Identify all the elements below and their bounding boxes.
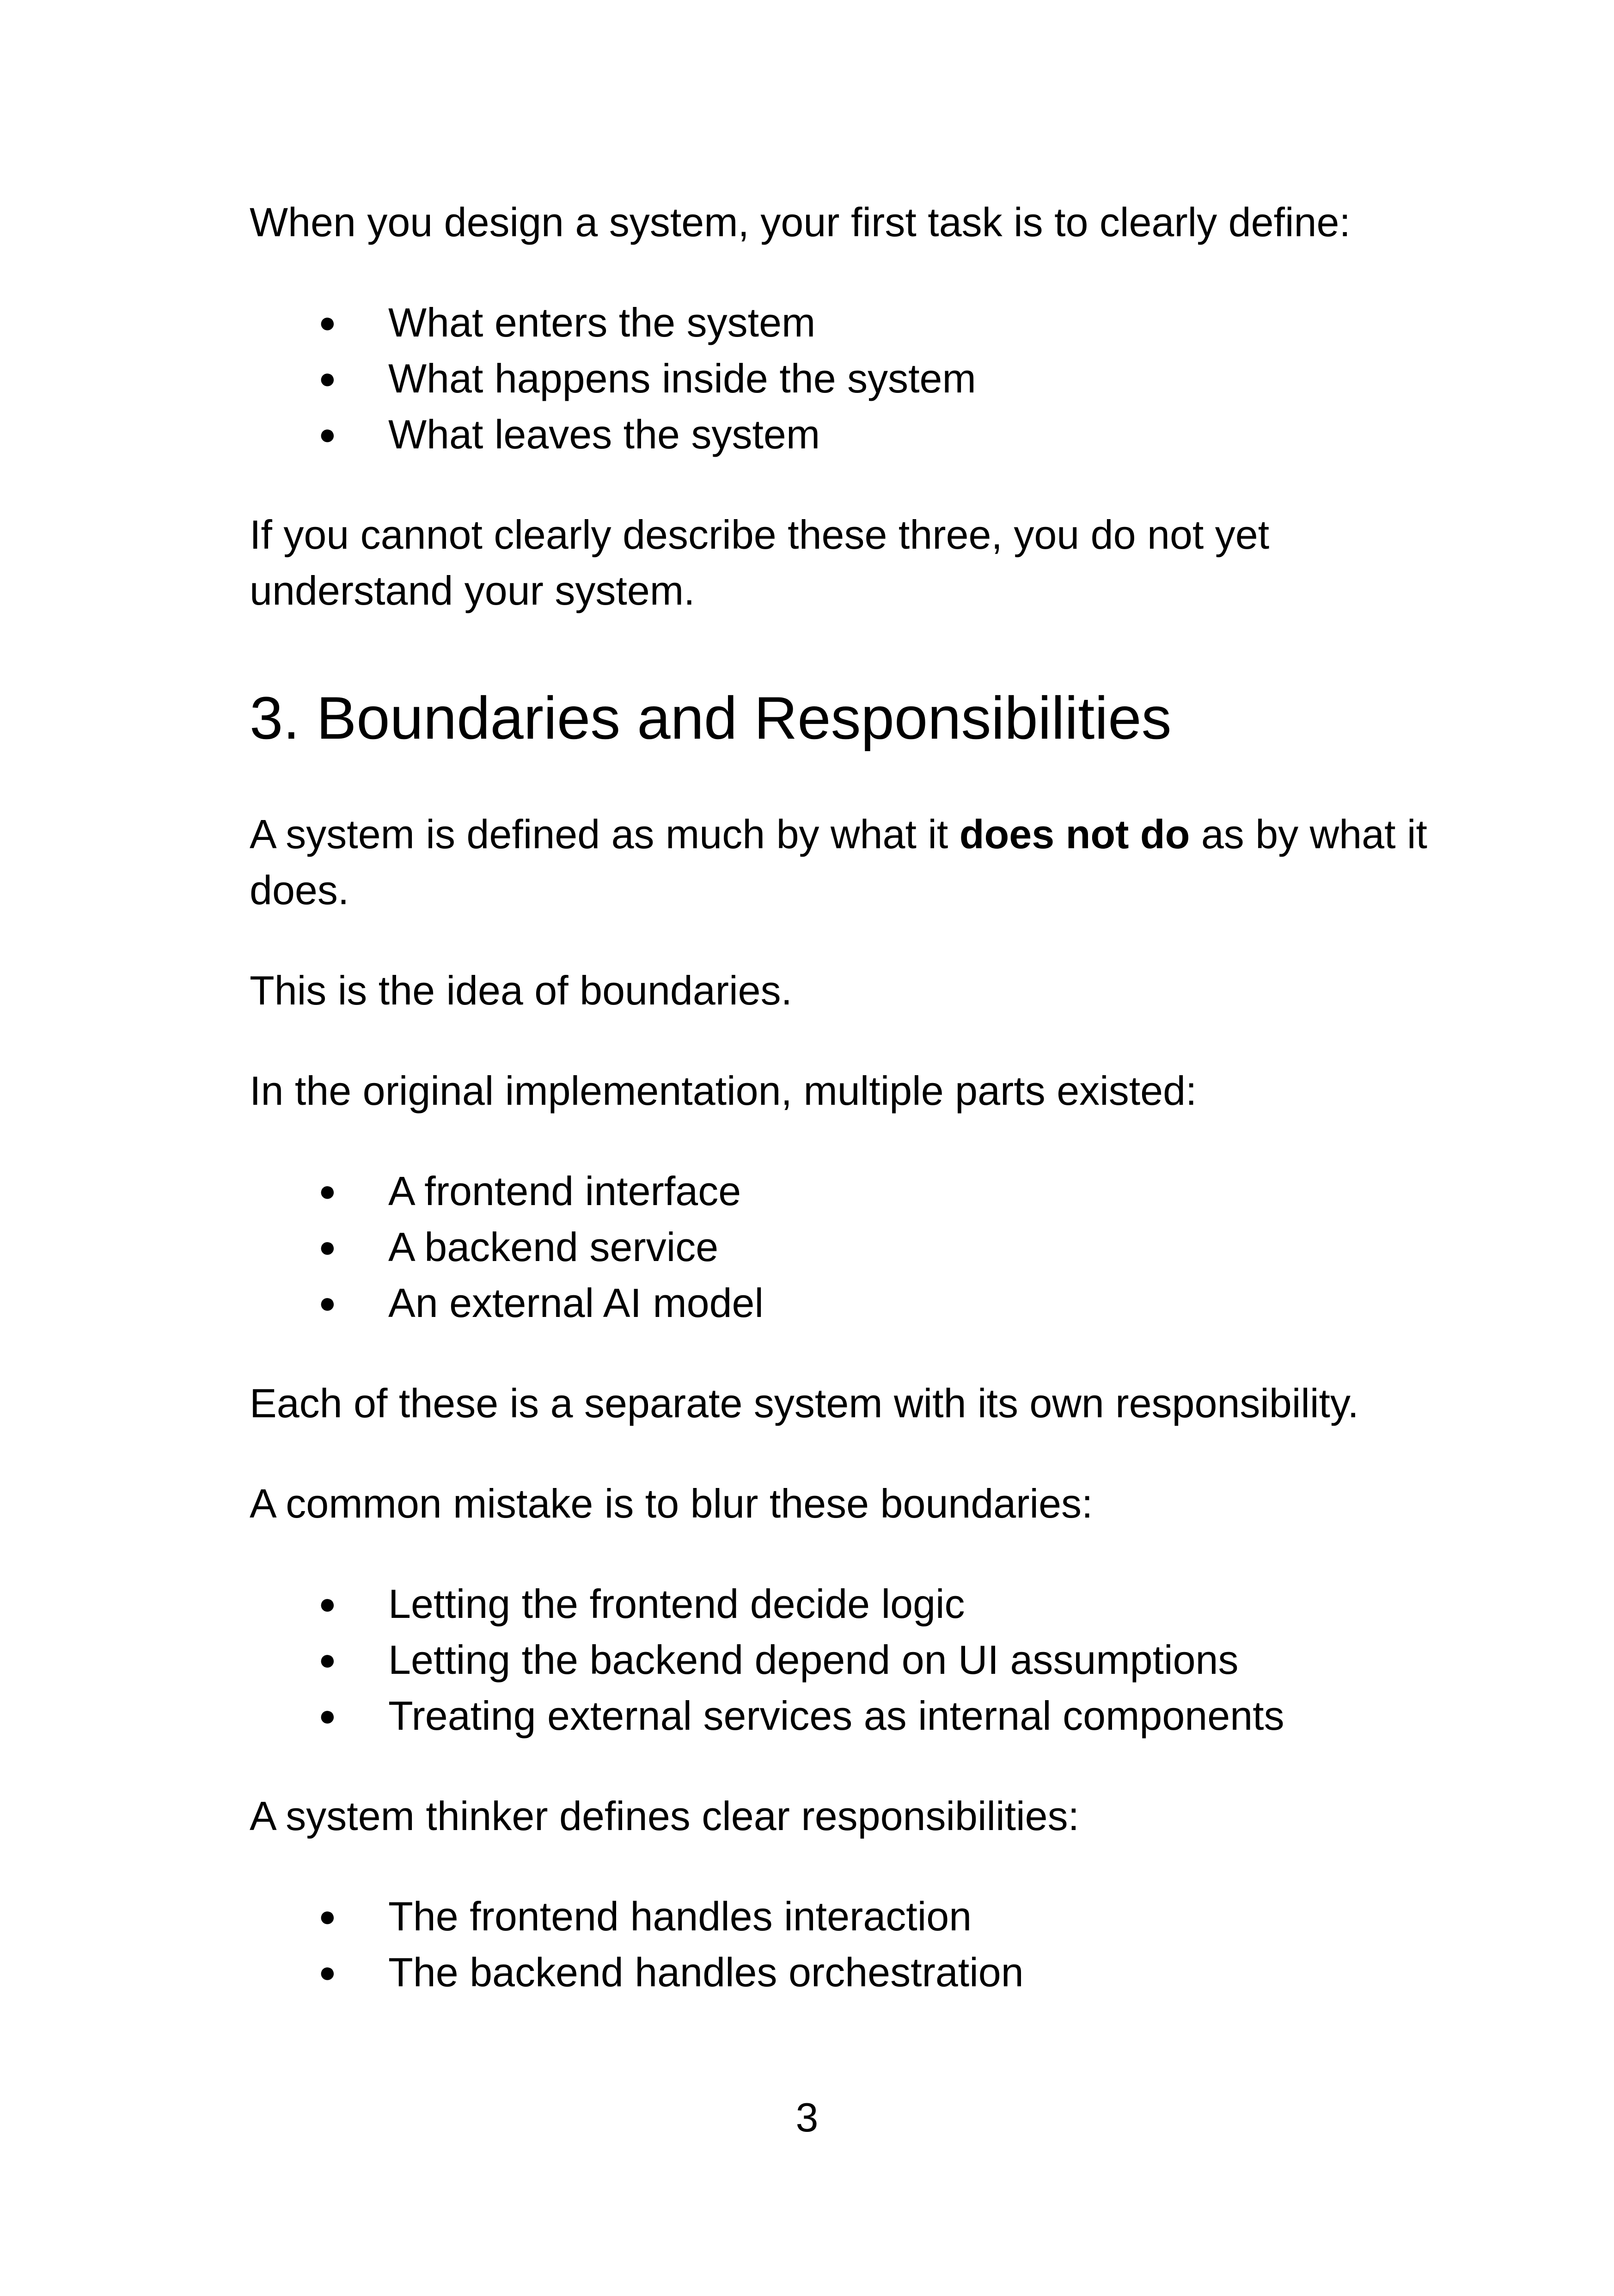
responsibilities-paragraph: A system thinker defines clear responsibilities:: [250, 1793, 1080, 1839]
implementation-paragraph: In the original implementation, multiple parts existed:: [250, 1068, 1197, 1114]
list-item: ● What enters the system: [388, 294, 1433, 350]
bullet-icon: ●: [318, 1286, 336, 1319]
parts-list: [250, 1163, 1433, 1331]
list-item: ● A backend service: [388, 1219, 1433, 1275]
list-item: ● Letting the frontend decide logic: [388, 1576, 1433, 1632]
emphasis-text: does not do: [959, 811, 1190, 857]
responsibilities-list: [250, 1888, 1433, 2000]
list-item: ● A frontend interface: [388, 1163, 1433, 1219]
page-content: [250, 194, 1433, 2045]
mistakes-list: [250, 1576, 1433, 1744]
list-item: ● The frontend handles interaction: [388, 1888, 1433, 1944]
page-number: 3: [795, 2094, 819, 2140]
bullet-icon: ●: [318, 417, 336, 451]
bullet-icon: ●: [318, 1699, 336, 1732]
boundaries-idea-paragraph: This is the idea of boundaries.: [250, 967, 793, 1013]
bullet-icon: ●: [318, 1955, 336, 1989]
section-heading: 3. Boundaries and Responsibilities: [250, 684, 1172, 752]
bullet-icon: ●: [318, 1587, 336, 1620]
common-mistake-paragraph: A common mistake is to blur these boundaries:: [250, 1481, 1093, 1526]
bullet-icon: ●: [318, 1174, 336, 1207]
list-item: ● An external AI model: [388, 1275, 1433, 1331]
intro-paragraph: When you design a system, your first task is to clearly define:: [250, 199, 1351, 245]
bullet-icon: ●: [318, 1899, 336, 1933]
separate-systems-paragraph: Each of these is a separate system with its own responsibility.: [250, 1380, 1359, 1426]
boundaries-definition-paragraph: A system is defined as much by what it does not do as by what it does.: [250, 811, 1427, 913]
bullet-icon: ●: [318, 361, 336, 395]
list-item: ● Treating external services as internal components: [388, 1688, 1433, 1744]
intro-conclusion: If you cannot clearly describe these three, you do not yet understand your system.: [250, 512, 1270, 613]
list-item: ● Letting the backend depend on UI assumptions: [388, 1632, 1433, 1688]
bullet-icon: ●: [318, 1643, 336, 1676]
bullet-icon: ●: [318, 1230, 336, 1263]
list-item: ● What happens inside the system: [388, 350, 1433, 406]
list-item: ● The backend handles orchestration: [388, 1944, 1433, 2000]
system-questions-list: [250, 294, 1433, 462]
bullet-icon: ●: [318, 306, 336, 339]
list-item: ● What leaves the system: [388, 406, 1433, 462]
